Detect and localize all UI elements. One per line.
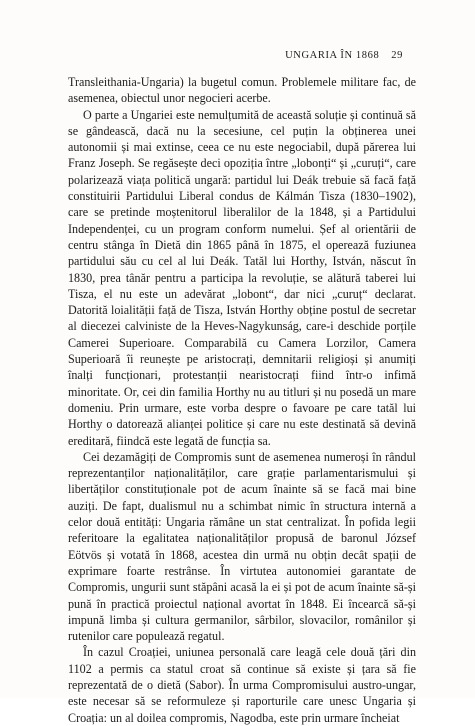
page-number: 29 bbox=[391, 50, 403, 61]
body-text bbox=[68, 74, 416, 726]
paragraph: În cazul Croației, uniunea personală care leagă cele două țări din 1102 a permis ca statul croat să continue să existe și țara să fie reprezentată de o dietă (Sabor). În urma Compromisului austro-ungar, este necesar să se reformuleze și raporturile care unesc Ungaria și Croația: un al doilea compromis, Nagodba, este prin urmare încheiat bbox=[68, 645, 416, 725]
paragraph-continued: Transleithania-Ungaria) la bugetul comun. Problemele militare fac, de asemenea, obiectul unor negocieri acerbe. bbox=[68, 75, 416, 106]
paragraph: Cei dezamăgiți de Compromis sunt de asemenea numeroși în rândul reprezentanților naționalităților, care grație parlamentarismului și libertăților constituționale pot de acum înainte să se facă mai bine auziți. De fapt, dualismul nu a schimbat nimic în structura internă a celor două entități: Ungaria rămâne un stat centralizat. În pofida legii referitoare la egalitatea naționalităților propusă de baronul József Eötvös și votată în 1868, acestea din urmă nu obțin decât spații de exprimare foarte restrânse. În virtutea autonomiei garantate de Compromis, ungurii sunt stăpâni acasă la ei și pot de acum înainte să-și pună în practică proiectul național avortat în 1848. Ei încearcă să-și impună limba și cultura germanilor, sârbilor, slovacilor, românilor și rutenilor care populează regatul. bbox=[68, 449, 416, 644]
running-title: UNGARIA ÎN 1868 bbox=[285, 50, 380, 61]
paragraph: O parte a Ungariei este nemulțumită de această soluție și continuă să se gândească, dacă nu la secesiune, cel puțin la obținerea unei autonomii și mai extinse, ceea ce nu este negociabil, după părerea lui Franz Joseph. Se regăsește deci opoziția între „lobonți“ și „curuți“, care polarizează viața politică ungară: partidul lui Deák trebuie să facă față constituirii Partidului Liberal condus de Kálmán Tisza (1830–1902), care se pretinde moștenitorul liberalilor de la 1848, și a Partidului Independenței, cu un program conform numelui. Șef al orientării de centru stânga în Dietă din 1865 până în 1875, el operează fuziunea partidului său cu cel al lui Deák. Tatăl lui Horthy, István, născut în 1830, prea tânăr pentru a participa la revoluție, se alătură taberei lui Tisza, el nu este un adevărat „lobont“, dar nici „curuț“ declarat. Datorită loialității față de Tisza, István Horthy obține postul de secretar al diecezei calviniste de la Heves-Nagykunság, care-i deschide porțile Camerei Superioare. Comparabilă cu Camera Lorzilor, Camera Superioară îi reunește pe aristocrați, demnitarii religioși și anumiți înalți funcționari, protestanții nearistocrați fiind într-o infimă minoritate. Or, cei din familia Horthy nu au titluri și nu posedă un mare domeniu. Prin urmare, este vorba despre o favoare pe care tatăl lui Horthy o datorează alianței politice și care nu este destinată să devină ereditară, fiindcă este legată de funcția sa. bbox=[68, 107, 416, 448]
running-header bbox=[285, 50, 403, 61]
